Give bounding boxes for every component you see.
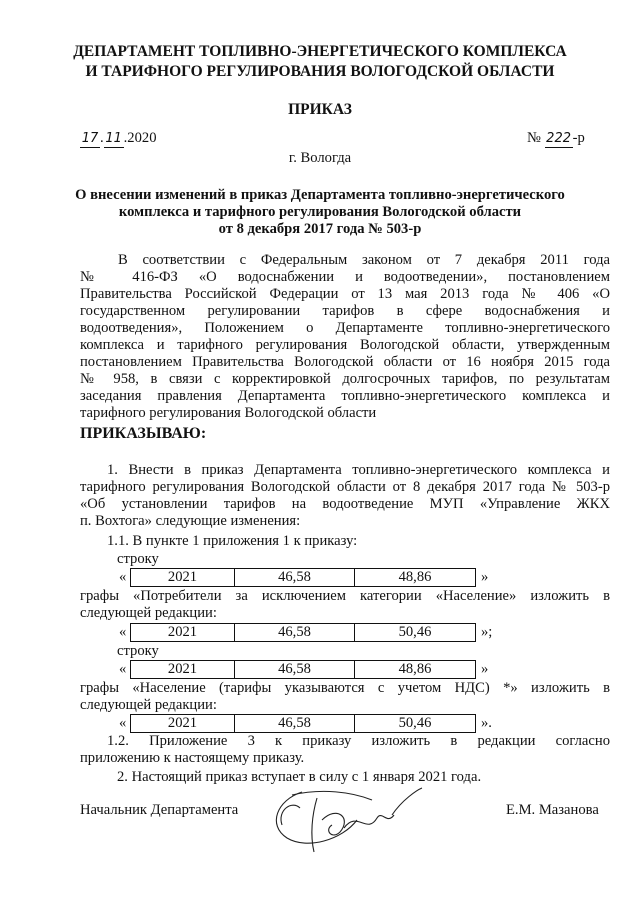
open-quote: « [119, 661, 127, 677]
cell-value-2: 48,86 [354, 660, 476, 679]
number-sign: № [527, 130, 541, 146]
preamble-line: комплекса и тарифного регулирования Вологодской области, утвержденным [80, 337, 610, 353]
sub12-line1: 1.2. Приложение 3 к приказу изложить в редакции согласно [107, 733, 610, 749]
number-suffix: -р [572, 130, 585, 146]
cell-year: 2021 [130, 714, 235, 733]
cell-value-2: 50,46 [354, 623, 476, 642]
cell-value-2: 48,86 [354, 568, 476, 587]
department-name-line1: ДЕПАРТАМЕНТ ТОПЛИВНО-ЭНЕРГЕТИЧЕСКОГО КОМПЛЕКСА [73, 43, 567, 60]
preamble-line: заседания правления Департамента топливно-энергетического комплекса и [80, 388, 610, 404]
order-word: ПРИКАЗЫВАЮ: [80, 425, 207, 442]
date-day: 17 [81, 131, 99, 146]
sub12-line2: приложению к настоящему приказу. [80, 750, 305, 766]
cell-year: 2021 [130, 568, 235, 587]
department-name-line2: И ТАРИФНОГО РЕГУЛИРОВАНИЯ ВОЛОГОДСКОЙ ОБЛАСТИ [85, 63, 555, 80]
preamble-line: В соответствии с Федеральным законом от 7 декабря 2011 года [118, 252, 610, 268]
order-number [527, 130, 585, 148]
preamble-line: водоотведения», Положением о Департаменте топливно-энергетического [80, 320, 610, 336]
close-quote: » [481, 661, 489, 677]
preamble-line: постановлением Правительства Вологодской области от 16 ноября 2015 года [80, 354, 610, 370]
close-quote: » [481, 569, 489, 585]
item1-sub1: 1.1. В пункте 1 приложения 1 к приказу: [107, 533, 358, 549]
title-line1: О внесении изменений в приказ Департамента топливно-энергетического [75, 187, 565, 203]
cell-value-1: 46,58 [234, 714, 355, 733]
signature-position: Начальник Департамента [80, 802, 239, 818]
tariff-row-2 [130, 623, 476, 642]
cell-value-1: 46,58 [234, 623, 355, 642]
cell-year: 2021 [130, 623, 235, 642]
preamble-line: № 958, в связи с корректировкой долгосрочных тарифов, по результатам [80, 371, 610, 387]
signature-name: Е.М. Мазанова [506, 802, 599, 818]
city: г. Вологда [288, 150, 352, 166]
tariff-row-3 [130, 660, 476, 679]
row-label-stroku: строку [117, 643, 159, 659]
close-quote-semicolon: »; [481, 624, 493, 640]
order-date: 17 . 11 .2020 [81, 130, 157, 146]
row-label-stroku: строку [117, 551, 159, 567]
open-quote: « [119, 624, 127, 640]
tariff-row-4 [130, 714, 476, 733]
graph2-line2: следующей редакции: [80, 697, 217, 713]
close-quote-period: ». [481, 715, 492, 731]
preamble-line: государственном регулировании тарифов в сфере водоснабжения и [80, 303, 610, 319]
item2: 2. Настоящий приказ вступает в силу с 1 января 2021 года. [117, 769, 482, 785]
title-line2: комплекса и тарифного регулирования Вологодской области [118, 204, 522, 220]
date-month: 11 [105, 131, 122, 146]
cell-year: 2021 [130, 660, 235, 679]
item1-line: «Об установлении тарифов на водоотведение МУП «Управление ЖКХ [80, 496, 610, 512]
title-line3: от 8 декабря 2017 года № 503-р [218, 221, 422, 237]
graph1-line2: следующей редакции: [80, 605, 217, 621]
preamble-line: № 416-ФЗ «О водоснабжении и водоотведении», постановлением [80, 269, 610, 285]
cell-value-1: 46,58 [234, 660, 355, 679]
cell-value-2: 50,46 [354, 714, 476, 733]
number-value: 222 [546, 131, 571, 146]
preamble-line: Правительства Российской Федерации от 13 мая 2013 года № 406 «О [80, 286, 610, 302]
open-quote: « [119, 715, 127, 731]
graph1-line1: графы «Потребители за исключением категории «Население» изложить в [80, 588, 610, 604]
tariff-row-1 [130, 568, 476, 587]
item1-line: 1. Внести в приказ Департамента топливно-энергетического комплекса и [107, 462, 610, 478]
preamble-line: тарифного регулирования Вологодской области [80, 405, 377, 421]
graph2-line1: графы «Население (тарифы указываются с учетом НДС) *» изложить в [80, 680, 610, 696]
open-quote: « [119, 569, 127, 585]
item1-line: тарифного регулирования Вологодской области от 8 декабря 2017 года № 503-р [80, 479, 610, 495]
cell-value-1: 46,58 [234, 568, 355, 587]
document-type: ПРИКАЗ [288, 101, 352, 118]
date-year: .2020 [123, 130, 157, 146]
handwritten-signature [262, 780, 432, 860]
item1-line: п. Вохтога» следующие изменения: [80, 513, 301, 529]
